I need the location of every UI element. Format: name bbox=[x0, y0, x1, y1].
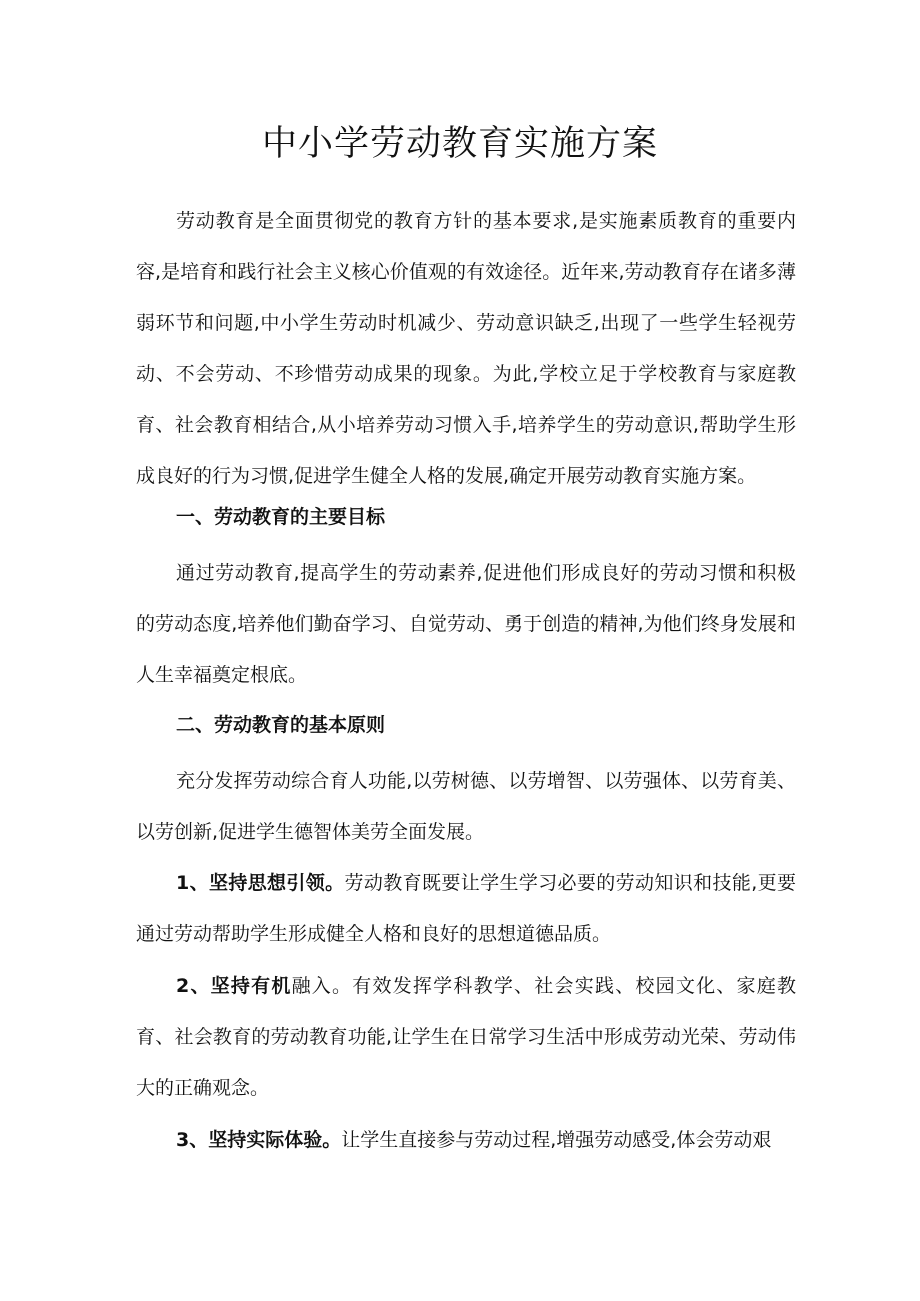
principle-item bbox=[136, 858, 796, 960]
principle-item bbox=[136, 1115, 796, 1166]
principle-item bbox=[136, 961, 796, 1114]
document-title: 中小学劳动教育实施方案 bbox=[261, 124, 658, 164]
principle-item-text: 让学生直接参与劳动过程,增强劳动感受,体会劳动艰 bbox=[341, 1129, 772, 1151]
principle-item-lead: 1、坚持思想引领。 bbox=[176, 872, 345, 894]
intro-paragraph: 劳动教育是全面贯彻党的教育方针的基本要求,是实施素质教育的重要内容,是培育和践行社会主义核心价值观的有效途径。近年来,劳动教育存在诸多薄弱环节和问题,中小学生劳动时机减少、劳动意识缺乏,出现了一些学生轻视劳动、不会劳动、不珍惜劳动成果的现象。为此,学校立足于学校教育与家庭教育、社会教育相结合,从小培养劳动习惯入手,培养学生的劳动意识,帮助学生形成良好的行为习惯,促进学生健全人格的发展,确定开展劳动教育实施方案。 bbox=[136, 210, 796, 487]
principles-paragraph: 充分发挥劳动综合育人功能,以劳树德、以劳增智、以劳强体、以劳育美、以劳创新,促进学生德智体美劳全面发展。 bbox=[136, 770, 796, 843]
principle-item-lead: 3、坚持实际体验。 bbox=[176, 1129, 342, 1151]
principle-item-text: 融入。有效发挥学科教学、社会实践、校园文化、家庭教育、社会教育的劳动教育功能,让学生在日常学习生活中形成劳动光荣、劳动伟大的正确观念。 bbox=[136, 975, 796, 1099]
section-heading-goals: 一、劳动教育的主要目标 bbox=[176, 506, 386, 528]
principle-item-text: 劳动教育既要让学生学习必要的劳动知识和技能,更要通过劳动帮助学生形成健全人格和良好的思想道德品质。 bbox=[136, 872, 796, 945]
section-heading-principles: 二、劳动教育的基本原则 bbox=[176, 714, 386, 736]
principle-item-lead: 2、坚持有机 bbox=[176, 975, 292, 997]
goals-paragraph: 通过劳动教育,提高学生的劳动素养,促进他们形成良好的劳动习惯和积极的劳动态度,培养他们勤奋学习、自觉劳动、勇于创造的精神,为他们终身发展和人生幸福奠定根底。 bbox=[136, 562, 796, 686]
